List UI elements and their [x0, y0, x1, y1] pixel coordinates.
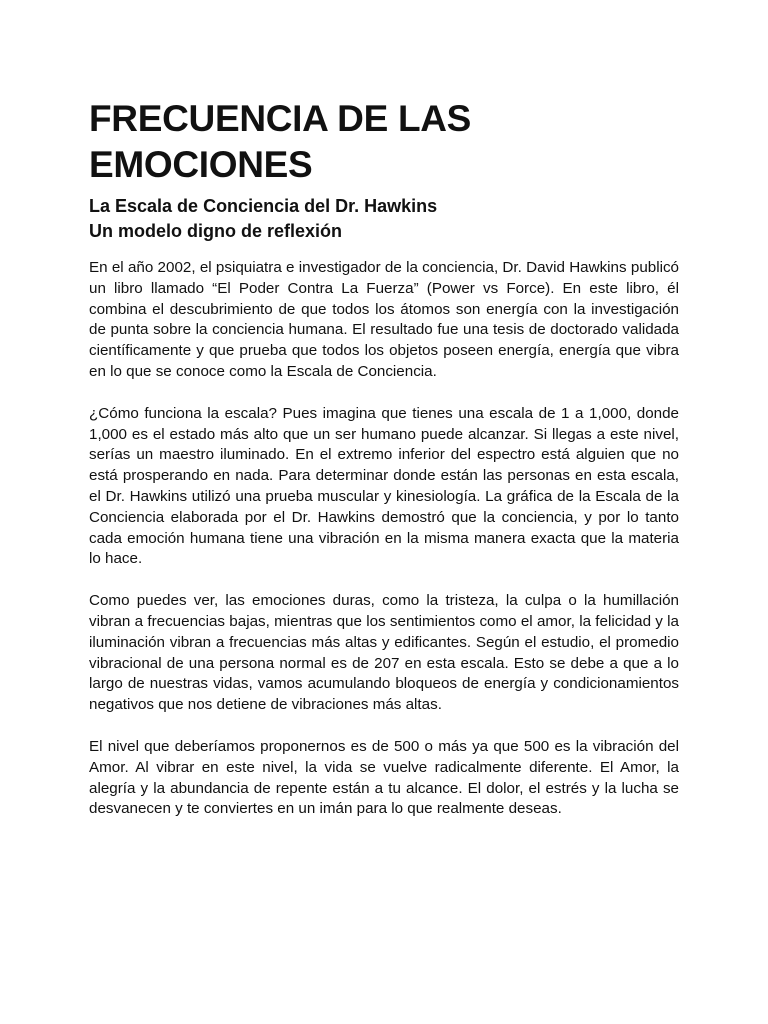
body-paragraph-3: Como puedes ver, las emociones duras, como la tristeza, la culpa o la humillación vibran a frecuencias bajas, mientras que los sentimientos como el amor, la felicidad y la iluminación vibran a frecuencias más altas y edificantes. Según el estudio, el promedio vibracional de una persona normal es de 207 en esta escala. Esto se debe a que a lo largo de nuestras vidas, vamos acumulando bloqueos de energía y condicionamientos negativos que nos detiene de vibraciones más altas. [89, 592, 679, 714]
document-page [89, 96, 679, 841]
body-paragraph-2: ¿Cómo funciona la escala? Pues imagina que tienes una escala de 1 a 1,000, donde 1,000 es el estado más alto que un ser humano puede alcanzar. Si llegas a este nivel, serías un maestro iluminado. En el extremo inferior del espectro está alguien que no está prosperando en nada. Para determinar donde están las personas en esta escala, el Dr. Hawkins utilizó una prueba muscular y kinesiología. La gráfica de la Escala de la Conciencia elaborada por el Dr. Hawkins demostró que la conciencia, y por lo tanto cada emoción humana tiene una vibración en la misma manera exacta que la materia lo hace. [89, 404, 679, 568]
title-line-2: EMOCIONES [89, 144, 313, 185]
page-subtitle [89, 194, 679, 244]
body-paragraph-4: El nivel que deberíamos proponernos es de 500 o más ya que 500 es la vibración del Amor. Al vibrar en este nivel, la vida se vuelve radicalmente diferente. El Amor, la alegría y la abundancia de repente están a tu alcance. El dolor, el estrés y la lucha se desvanecen y te conviertes en un imán para lo que realmente deseas. [89, 737, 679, 818]
title-line-1: FRECUENCIA DE LAS [89, 98, 472, 139]
subtitle-line-1: La Escala de Conciencia del Dr. Hawkins [89, 196, 438, 216]
document-body [89, 258, 679, 820]
subtitle-line-2: Un modelo digno de reflexión [89, 221, 343, 241]
page-title [89, 96, 679, 188]
body-paragraph-1: En el año 2002, el psiquiatra e investigador de la conciencia, Dr. David Hawkins publicó un libro llamado “El Poder Contra La Fuerza” (Power vs Force). En este libro, él combina el descubrimiento de que todos los átomos son energía con la investigación de punta sobre la conciencia humana. El resultado fue una tesis de doctorado validada científicamente y que prueba que todos los objetos poseen energía, energía que vibra en lo que se conoce como la Escala de Conciencia. [89, 259, 679, 380]
